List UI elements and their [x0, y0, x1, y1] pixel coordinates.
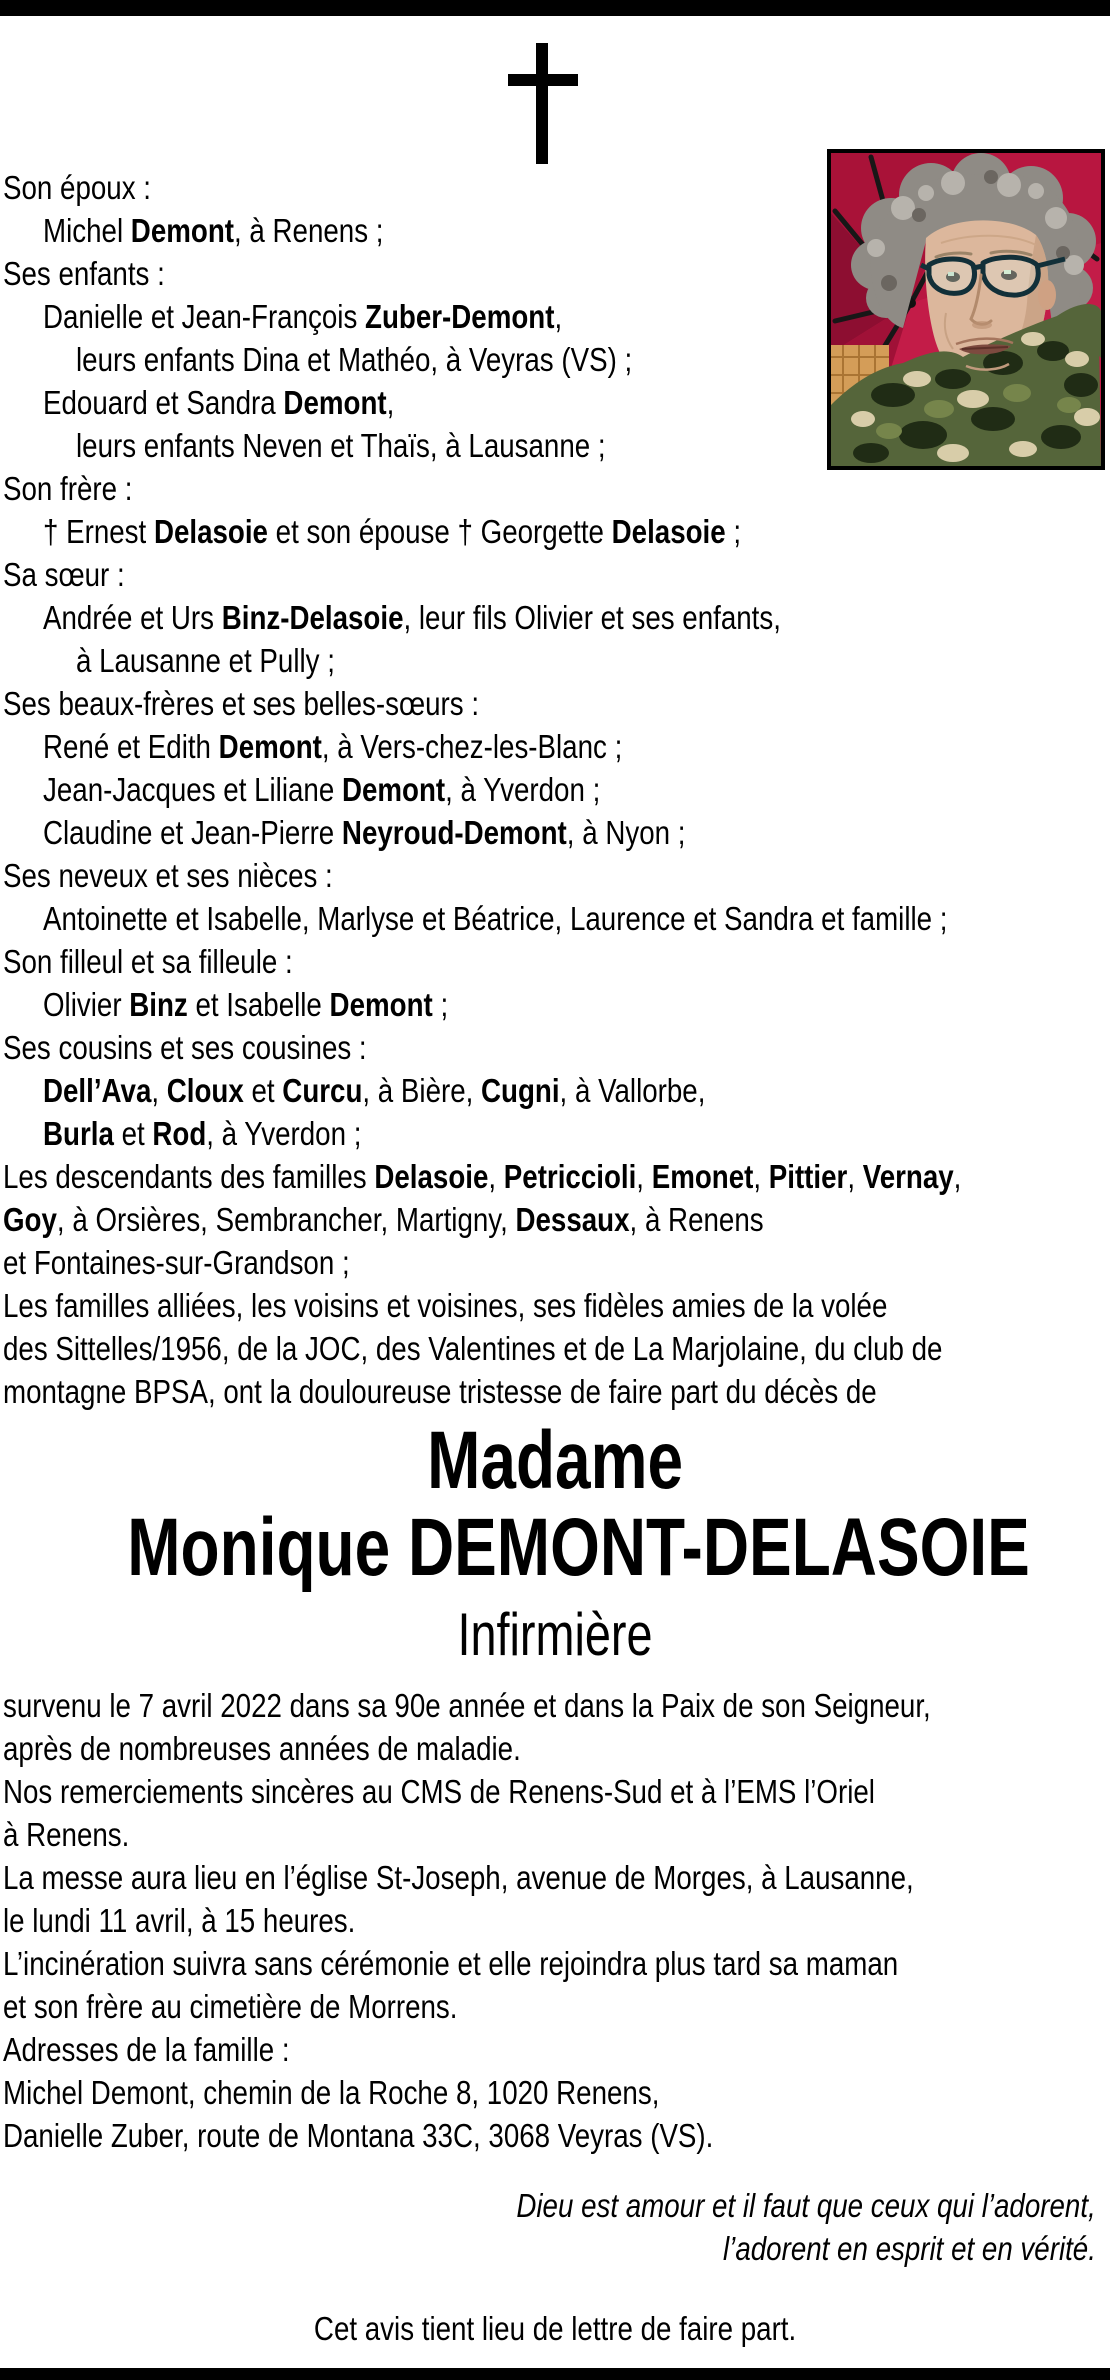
- family-line: [3, 639, 1110, 682]
- family-line-text: Burla et Rod, à Yverdon ;: [43, 1115, 362, 1152]
- family-line-text: Les descendants des familles Delasoie, Petriccioli, Emonet, Pittier, Vernay,: [3, 1158, 962, 1195]
- family-line: [3, 596, 1110, 639]
- quote-line: [0, 2227, 1096, 2270]
- family-line-text: † Ernest Delasoie et son épouse † Georgette Delasoie ;: [43, 513, 742, 550]
- family-line: [3, 1370, 1110, 1413]
- family-line: [3, 1026, 1110, 1069]
- announcement-line: [3, 1942, 1107, 1985]
- family-line: [3, 209, 1110, 252]
- quote-line: [0, 2184, 1096, 2227]
- announcement-line: [3, 2028, 1107, 2071]
- family-line-text: montagne BPSA, ont la douloureuse tristesse de faire part du décès de: [3, 1373, 877, 1410]
- announcement-line-text: Adresses de la famille :: [3, 2031, 290, 2068]
- family-line-text: Olivier Binz et Isabelle Demont ;: [43, 986, 449, 1023]
- family-line: [3, 338, 1110, 381]
- announcement-line: [3, 1684, 1107, 1727]
- family-line: [3, 897, 1110, 940]
- cross-icon: [508, 43, 578, 164]
- family-line: [3, 1198, 1110, 1241]
- family-line-text: Son frère :: [3, 470, 133, 507]
- family-line: [3, 467, 1110, 510]
- family-list: [3, 166, 1110, 1413]
- announcement-line-text: le lundi 11 avril, à 15 heures.: [3, 1902, 356, 1939]
- closing-row: [0, 2307, 1110, 2350]
- family-line: [3, 811, 1110, 854]
- title-madame-row: [0, 1415, 1110, 1506]
- family-line-text: Jean-Jacques et Liliane Demont, à Yverdon ;: [43, 771, 601, 808]
- family-line-text: Sa sœur :: [3, 556, 125, 593]
- profession-row: [0, 1601, 1110, 1668]
- family-line-text: à Lausanne et Pully ;: [76, 642, 335, 679]
- announcement-line: [3, 1856, 1107, 1899]
- family-line: [3, 166, 1110, 209]
- family-line-text: Andrée et Urs Binz-Delasoie, leur fils Olivier et ses enfants,: [43, 599, 781, 636]
- announcement-line-text: à Renens.: [3, 1816, 130, 1853]
- family-line: [3, 1284, 1110, 1327]
- family-line: [3, 983, 1110, 1026]
- family-line-text: Ses neveux et ses nièces :: [3, 857, 333, 894]
- announcement-line: [3, 1770, 1107, 1813]
- family-line: [3, 854, 1110, 897]
- family-line-text: et Fontaines-sur-Grandson ;: [3, 1244, 350, 1281]
- family-line-text: Antoinette et Isabelle, Marlyse et Béatrice, Laurence et Sandra et famille ;: [43, 900, 948, 937]
- family-line-text: Dell’Ava, Cloux et Curcu, à Bière, Cugni, à Vallorbe,: [43, 1072, 706, 1109]
- family-line-text: leurs enfants Dina et Mathéo, à Veyras (VS) ;: [76, 341, 633, 378]
- announcement-text: [3, 1684, 1107, 2157]
- announcement-line-text: Michel Demont, chemin de la Roche 8, 1020 Renens,: [3, 2074, 660, 2111]
- family-line-text: des Sittelles/1956, de la JOC, des Valentines et de La Marjolaine, du club de: [3, 1330, 943, 1367]
- family-line: [3, 725, 1110, 768]
- announcement-line-text: L’incinération suivra sans cérémonie et elle rejoindra plus tard sa maman: [3, 1945, 899, 1982]
- announcement-line-text: et son frère au cimetière de Morrens.: [3, 1988, 458, 2025]
- family-line: [3, 1155, 1110, 1198]
- family-line-text: Michel Demont, à Renens ;: [43, 212, 384, 249]
- deceased-name: Monique DEMONT-DELASOIE: [127, 1502, 1030, 1593]
- family-line: [3, 295, 1110, 338]
- family-line: [3, 553, 1110, 596]
- family-line: [3, 768, 1110, 811]
- announcement-line: [3, 1813, 1107, 1856]
- announcement-line: [3, 1899, 1107, 1942]
- family-line: [3, 940, 1110, 983]
- announcement-line-text: après de nombreuses années de maladie.: [3, 1730, 521, 1767]
- family-line: [3, 252, 1110, 295]
- cross-vertical: [536, 43, 548, 164]
- deceased-name-row: [0, 1502, 1110, 1593]
- announcement-line-text: Danielle Zuber, route de Montana 33C, 3068 Veyras (VS).: [3, 2117, 714, 2154]
- family-line: [3, 1241, 1110, 1284]
- bottom-border-bar: [0, 2368, 1110, 2380]
- title-madame: Madame: [427, 1415, 683, 1506]
- scripture-quote: [0, 2184, 1096, 2270]
- family-line-text: Son filleul et sa filleule :: [3, 943, 293, 980]
- family-line: [3, 1112, 1110, 1155]
- family-line-text: Danielle et Jean-François Zuber-Demont,: [43, 298, 563, 335]
- family-line-text: Ses enfants :: [3, 255, 165, 292]
- announcement-line-text: survenu le 7 avril 2022 dans sa 90e année et dans la Paix de son Seigneur,: [3, 1687, 931, 1724]
- quote-line-text: l’adorent en esprit et en vérité.: [723, 2230, 1096, 2267]
- family-line-text: Edouard et Sandra Demont,: [43, 384, 395, 421]
- profession: Infirmière: [457, 1601, 653, 1668]
- family-line: [3, 1327, 1110, 1370]
- family-line: [3, 682, 1110, 725]
- announcement-line: [3, 2071, 1107, 2114]
- cross-horizontal: [508, 74, 578, 86]
- family-line-text: Ses cousins et ses cousines :: [3, 1029, 367, 1066]
- family-line: [3, 424, 1110, 467]
- family-line-text: Claudine et Jean-Pierre Neyroud-Demont, à Nyon ;: [43, 814, 686, 851]
- announcement-line: [3, 2114, 1107, 2157]
- family-line-text: René et Edith Demont, à Vers-chez-les-Blanc ;: [43, 728, 623, 765]
- announcement-line-text: La messe aura lieu en l’église St-Joseph, avenue de Morges, à Lausanne,: [3, 1859, 914, 1896]
- family-line: [3, 381, 1110, 424]
- family-line-text: Ses beaux-frères et ses belles-sœurs :: [3, 685, 480, 722]
- family-line: [3, 1069, 1110, 1112]
- family-line-text: Goy, à Orsières, Sembrancher, Martigny, Dessaux, à Renens: [3, 1201, 764, 1238]
- quote-line-text: Dieu est amour et il faut que ceux qui l’adorent,: [516, 2187, 1096, 2224]
- family-line-text: Son époux :: [3, 169, 151, 206]
- family-line-text: Les familles alliées, les voisins et voisines, ses fidèles amies de la volée: [3, 1287, 888, 1324]
- family-line: [3, 510, 1110, 553]
- family-line-text: leurs enfants Neven et Thaïs, à Lausanne ;: [76, 427, 606, 464]
- top-border-bar: [0, 0, 1110, 16]
- closing-sentence: Cet avis tient lieu de lettre de faire part.: [313, 2310, 797, 2347]
- announcement-line: [3, 1985, 1107, 2028]
- announcement-line: [3, 1727, 1107, 1770]
- announcement-line-text: Nos remerciements sincères au CMS de Renens-Sud et à l’EMS l’Oriel: [3, 1773, 875, 1810]
